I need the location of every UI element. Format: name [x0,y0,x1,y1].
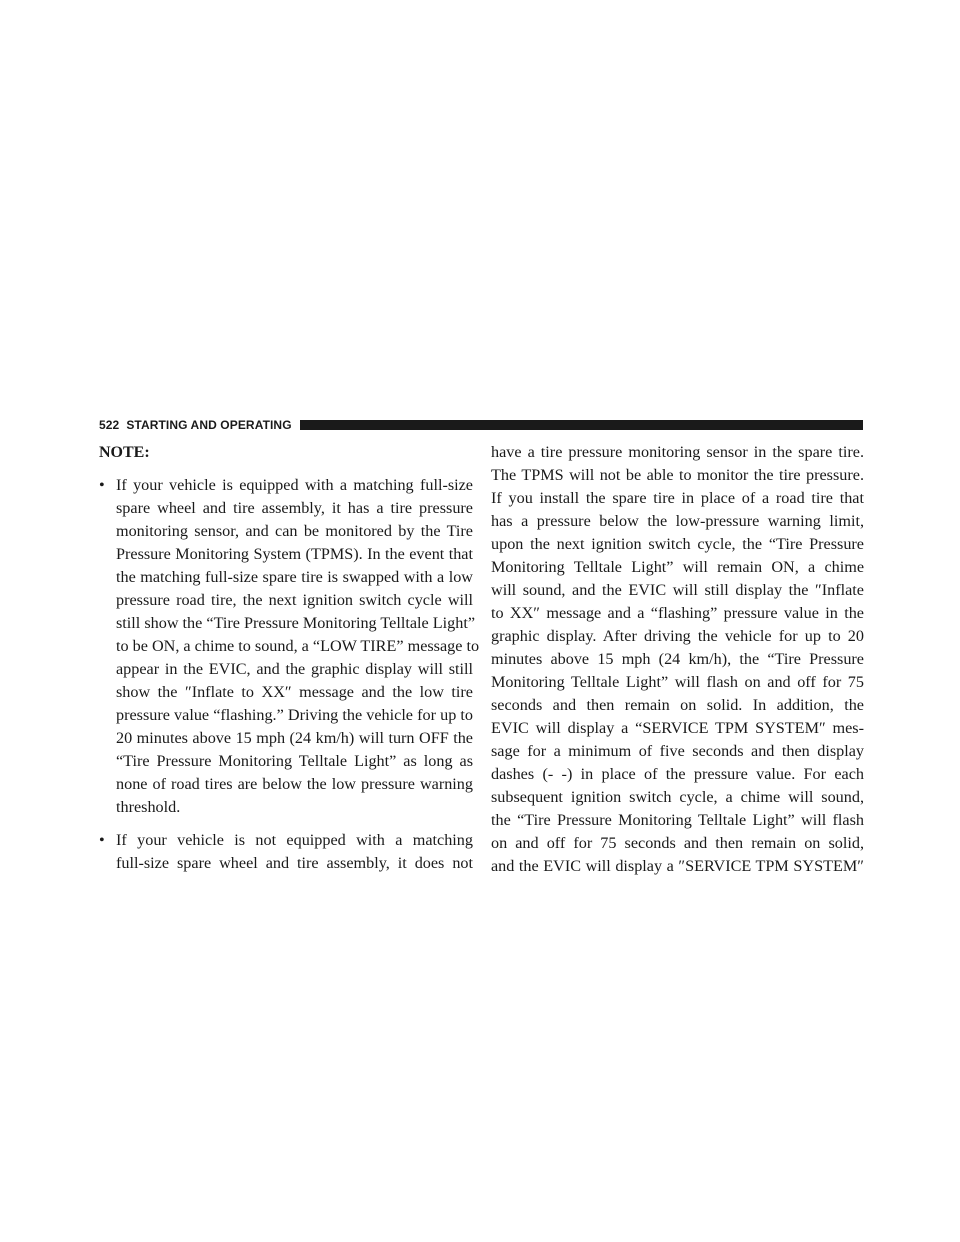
page-number: 522 [99,418,120,432]
text-line: monitoring sensor, and can be monitored by the Tire [116,522,473,540]
note-heading: NOTE: [99,444,150,461]
section-title: STARTING AND OPERATING [126,418,292,432]
text-line: none of road tires are below the low pressure warning [116,775,473,793]
text-line: If your vehicle is equipped with a matching full-size [116,476,473,494]
text-line: to XX″ message and a “flashing” pressure value in the [491,604,864,622]
bullet-item [99,474,480,819]
text-line: seconds and then remain on solid. In addition, the [491,696,864,714]
text-line: to be ON, a chime to sound, a “LOW TIRE” message to [116,637,480,655]
text-line: on and off for 75 seconds and then remain on solid, [491,834,864,852]
left-column [99,441,480,885]
page-header [99,418,863,432]
text-line: will sound, and the EVIC will still display the ″Inflate [491,581,864,599]
text-line: “Tire Pressure Monitoring Telltale Light” as long as [116,752,473,770]
bullet-text [116,829,473,875]
text-line: show the ″Inflate to XX″ message and the low tire [116,683,473,701]
text-line: 20 minutes above 15 mph (24 km/h) will turn OFF the [116,729,473,747]
text-line: If your vehicle is not equipped with a matching [116,831,473,849]
right-column [491,441,864,878]
bullet-mark: • [99,476,105,494]
text-line: Pressure Monitoring System (TPMS). In the event that [116,545,473,563]
text-line: full-size spare wheel and tire assembly, it does not [116,854,473,872]
text-line: dashes (- -) in place of the pressure value. For each [491,765,864,783]
text-line: EVIC will display a “SERVICE TPM SYSTEM″ mes- [491,719,864,737]
text-line: have a tire pressure monitoring sensor in the spare tire. [491,443,864,461]
text-line: graphic display. After driving the vehicle for up to 20 [491,627,864,645]
text-line: sage for a minimum of five seconds and then display [491,742,864,760]
text-line: appear in the EVIC, and the graphic display will still [116,660,473,678]
text-line: pressure road tire, the next ignition switch cycle will [116,591,473,609]
text-line: upon the next ignition switch cycle, the “Tire Pressure [491,535,864,553]
bullet-item [99,829,473,875]
text-line: Monitoring Telltale Light” will remain ON, a chime [491,558,864,576]
text-line: minutes above 15 mph (24 km/h), the “Tire Pressure [491,650,864,668]
bullet-text [116,474,480,819]
text-line: has a pressure below the low-pressure warning limit, [491,512,864,530]
text-line: The TPMS will not be able to monitor the tire pressure. [491,466,864,484]
text-line: and the EVIC will display a ″SERVICE TPM SYSTEM″ [491,857,864,875]
text-line: the “Tire Pressure Monitoring Telltale Light” will flash [491,811,864,829]
text-line: still show the “Tire Pressure Monitoring Telltale Light” [116,614,476,632]
text-line: the matching full-size spare tire is swapped with a low [116,568,473,586]
text-line: subsequent ignition switch cycle, a chime will sound, [491,788,864,806]
text-line: pressure value “flashing.” Driving the vehicle for up to [116,706,473,724]
text-line: spare wheel and tire assembly, it has a tire pressure [116,499,473,517]
text-line: threshold. [116,798,181,816]
header-rule [300,420,863,430]
text-line: Monitoring Telltale Light” will flash on and off for 75 [491,673,864,691]
bullet-mark: • [99,831,105,849]
text-line: If you install the spare tire in place of a road tire that [491,489,864,507]
